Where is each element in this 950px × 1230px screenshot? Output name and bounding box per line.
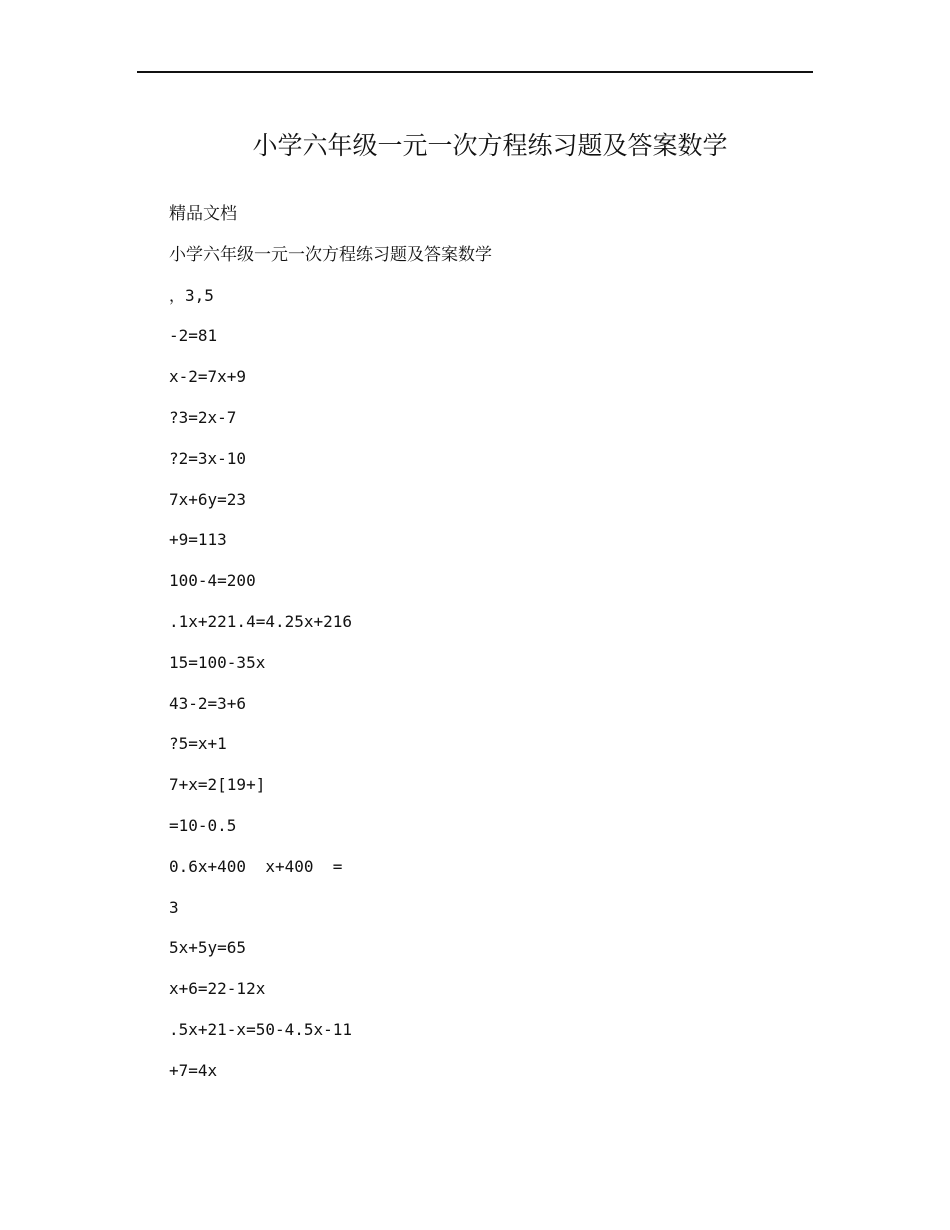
page-title: 小学六年级一元一次方程练习题及答案数学	[252, 131, 728, 160]
equation-line: 5x+5y=65	[169, 938, 247, 958]
document-body	[169, 199, 492, 1097]
equation-line: =10-0.5	[169, 815, 237, 835]
document-subtitle: 小学六年级一元一次方程练习题及答案数学	[169, 244, 492, 265]
equation-line: .1x+221.4=4.25x+216	[169, 611, 353, 631]
equation-line: ?5=x+1	[169, 734, 227, 754]
equation-line: ，3,5	[169, 285, 214, 305]
equation-line: -2=81	[169, 326, 218, 346]
header-rule	[137, 71, 813, 73]
equation-line: ?3=2x-7	[169, 407, 237, 427]
equation-line: 7x+6y=23	[169, 489, 247, 509]
equation-line: 3	[169, 897, 179, 917]
equation-line: 15=100-35x	[169, 652, 266, 672]
equation-line: 100-4=200	[169, 571, 256, 591]
equation-line: 43-2=3+6	[169, 693, 247, 713]
equation-line: +9=113	[169, 530, 227, 550]
equation-line: .5x+21-x=50-4.5x-11	[169, 1019, 353, 1039]
equation-line: x-2=7x+9	[169, 367, 247, 387]
equation-line: x+6=22-12x	[169, 979, 266, 999]
equation-line: 7+x=2[19+]	[169, 775, 266, 795]
equation-line: +7=4x	[169, 1060, 218, 1080]
equation-line: ?2=3x-10	[169, 448, 247, 468]
equation-line: 0.6x+400 x+400 =	[169, 856, 343, 876]
document-label: 精品文档	[169, 204, 237, 224]
